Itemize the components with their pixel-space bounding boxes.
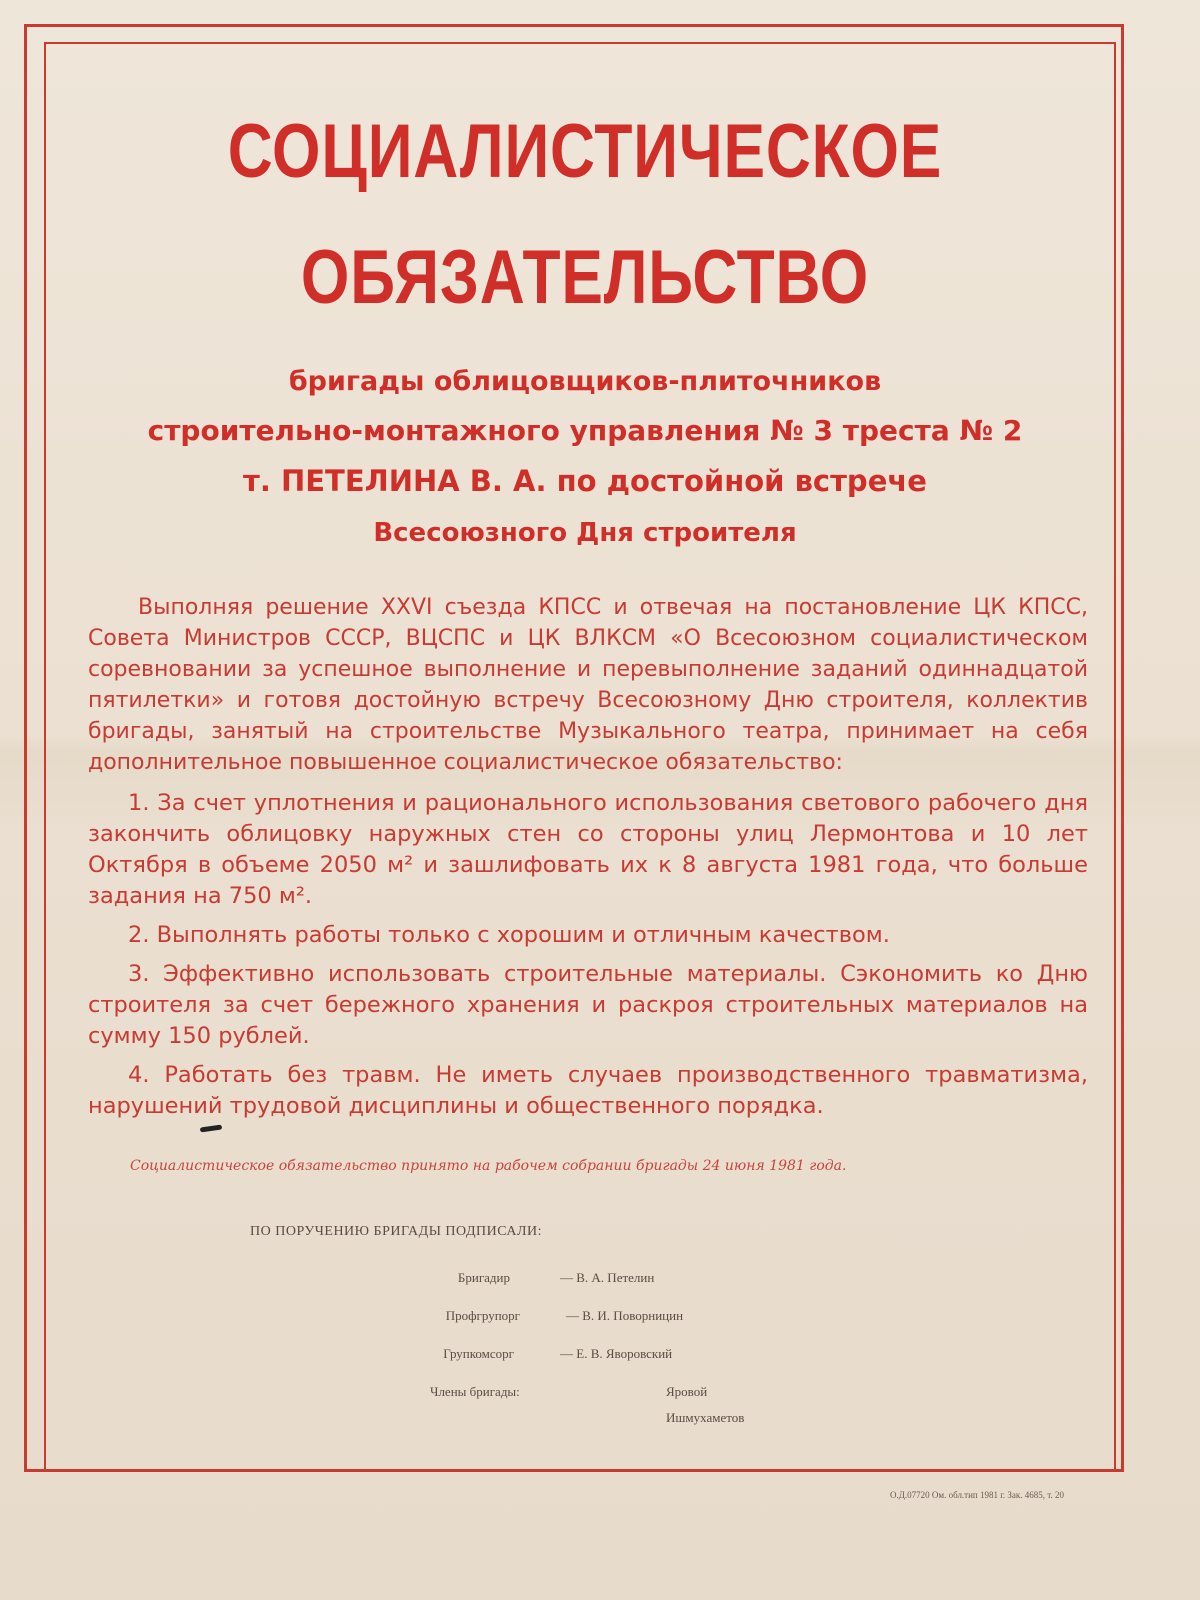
signatory-row	[70, 1346, 1100, 1384]
intro-paragraph: Выполняя решение XXVI съезда КПСС и отвечая на постановление ЦК КПСС, Совета Министров СССР, ВЦСПС и ЦК ВЛКСМ «О Всесоюзном социалистическом соревновании за успешное выполнение и перевыполнение заданий одиннадцатой пятилетки» и готовя достойную встречу Всесоюзному Дню строителя, коллектив бригады, занятый на строительстве Музыкального театра, принимает на себя дополнительное повышенное социалистическое обязательство:	[88, 595, 1088, 775]
signatory-name: — Е. В. Яворовский	[560, 1346, 673, 1361]
subtitle-line-4: Всесоюзного Дня строителя	[373, 518, 797, 548]
signatory-role: Бригадир	[457, 1270, 510, 1285]
subtitle-line-1: бригады облицовщиков-плиточников	[288, 366, 882, 397]
signatory-name: — В. И. Поворницин	[566, 1308, 684, 1323]
title-line-2: ОБЯЗАТЕЛЬСТВО	[300, 235, 870, 320]
signatory-role: Профгрупорг	[445, 1308, 520, 1323]
subtitle-line-2: строительно-монтажного управления № 3 треста № 2	[147, 414, 1023, 447]
members-label: Члены бригады:	[430, 1384, 520, 1399]
title-line-1: СОЦИАЛИСТИЧЕСКОЕ	[227, 109, 943, 194]
subtitle-line-3: т. ПЕТЕЛИНА В. А. по достойной встрече	[243, 464, 927, 498]
member-name: Яровой	[666, 1384, 708, 1399]
signatory-name: — В. А. Петелин	[560, 1270, 655, 1285]
signed-by-heading: ПО ПОРУЧЕНИЮ БРИГАДЫ ПОДПИСАЛИ:	[250, 1224, 542, 1239]
obligation-item-1: 1. За счет уплотнения и рационального использования светового рабочего дня закончить облицовку наружных стен со стороны улиц Лермонтова и 10 лет Октября в объеме 2050 м² и зашлифовать их к 8 августа 1981 года, что больше задания на 750 м².	[88, 790, 1088, 909]
obligation-item-2: 2. Выполнять работы только с хорошим и отличным качеством.	[128, 922, 890, 948]
obligation-item-3: 3. Эффективно использовать строительные материалы. Сэкономить ко Дню строителя за счет бережного хранения и раскроя строительных материалов на сумму 150 рублей.	[88, 961, 1088, 1049]
printer-imprint: О.Д.07720 Ом. обл.тип 1981 г. Зак. 4685, т. 20	[890, 1490, 1065, 1500]
member-name: Ишмухаметов	[666, 1410, 745, 1425]
signatory-row	[70, 1308, 1100, 1346]
signatory-role: Групкомсорг	[443, 1346, 514, 1361]
signatory-row	[70, 1270, 1100, 1308]
obligation-item-4: 4. Работать без травм. Не иметь случаев производственного травматизма, нарушений трудовой дисциплины и общественного порядка.	[88, 1062, 1088, 1119]
adoption-note: Социалистическое обязательство принято на рабочем собрании бригады 24 июня 1981 года.	[130, 1158, 847, 1174]
brigade-members	[70, 1384, 1100, 1444]
poster-content	[70, 60, 1100, 1460]
